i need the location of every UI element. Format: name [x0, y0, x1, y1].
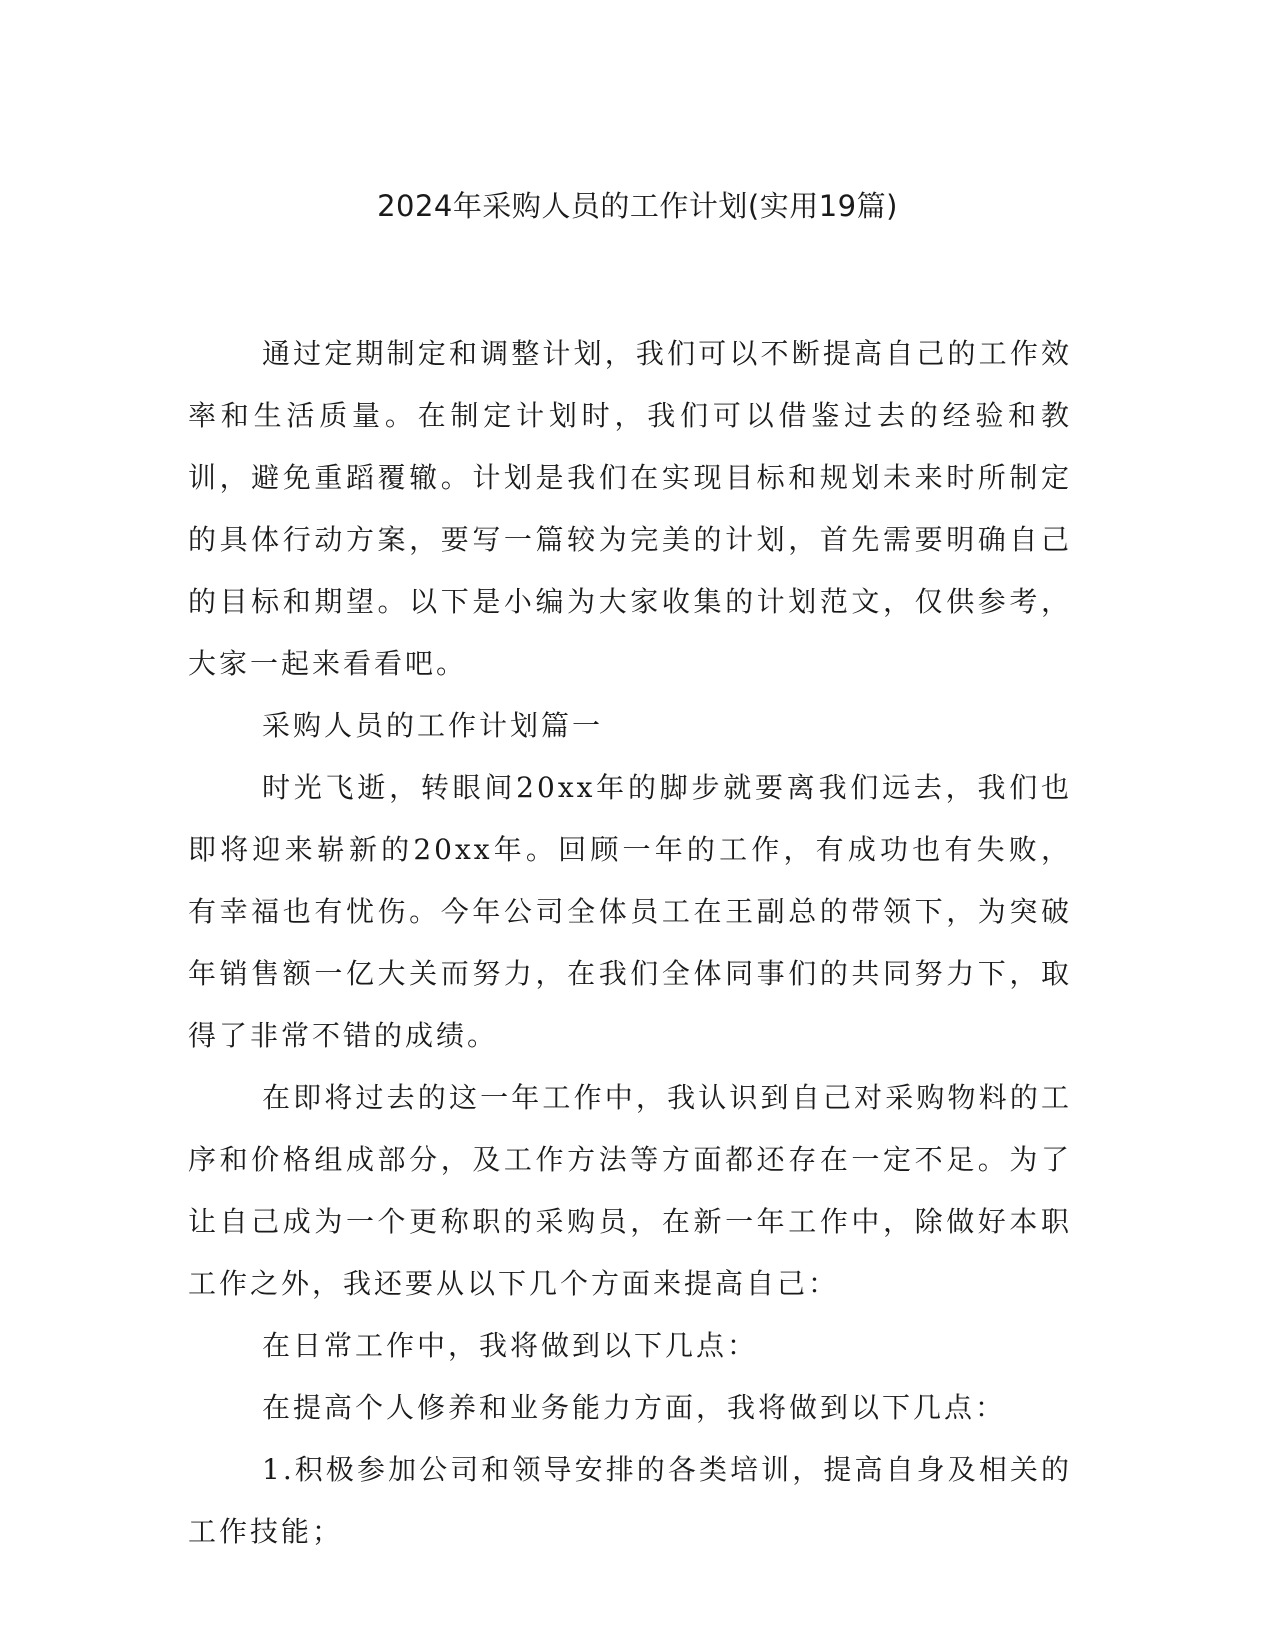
section-heading: 采购人员的工作计划篇一: [262, 709, 604, 742]
body-paragraph: 在日常工作中，我将做到以下几点：: [262, 1329, 759, 1362]
document-body: [188, 323, 1072, 1563]
intro-paragraph: 通过定期制定和调整计划，我们可以不断提高自己的工作效率和生活质量。在制定计划时，我们可以借鉴过去的经验和教训，避免重蹈覆辙。计划是我们在实现目标和规划未来时所制定的具体行动方案，要写一篇较为完美的计划，首先需要明确自己的目标和期望。以下是小编为大家收集的计划范文，仅供参考，大家一起来看看吧。: [188, 337, 1072, 680]
body-paragraph: 在即将过去的这一年工作中，我认识到自己对采购物料的工序和价格组成部分，及工作方法等方面都还存在一定不足。为了让自己成为一个更称职的采购员，在新一年工作中，除做好本职工作之外，我还要从以下几个方面来提高自己：: [188, 1081, 1072, 1300]
list-item: 1.积极参加公司和领导安排的各类培训，提高自身及相关的工作技能；: [188, 1453, 1072, 1548]
document-title: 2024年采购人员的工作计划(实用19篇): [377, 189, 898, 223]
body-paragraph: 在提高个人修养和业务能力方面，我将做到以下几点：: [262, 1391, 1007, 1424]
body-paragraph: 时光飞逝，转眼间20xx年的脚步就要离我们远去，我们也即将迎来崭新的20xx年。回顾一年的工作，有成功也有失败，有幸福也有忧伤。今年公司全体员工在王副总的带领下，为突破年销售额一亿大关而努力，在我们全体同事们的共同努力下，取得了非常不错的成绩。: [188, 771, 1072, 1052]
